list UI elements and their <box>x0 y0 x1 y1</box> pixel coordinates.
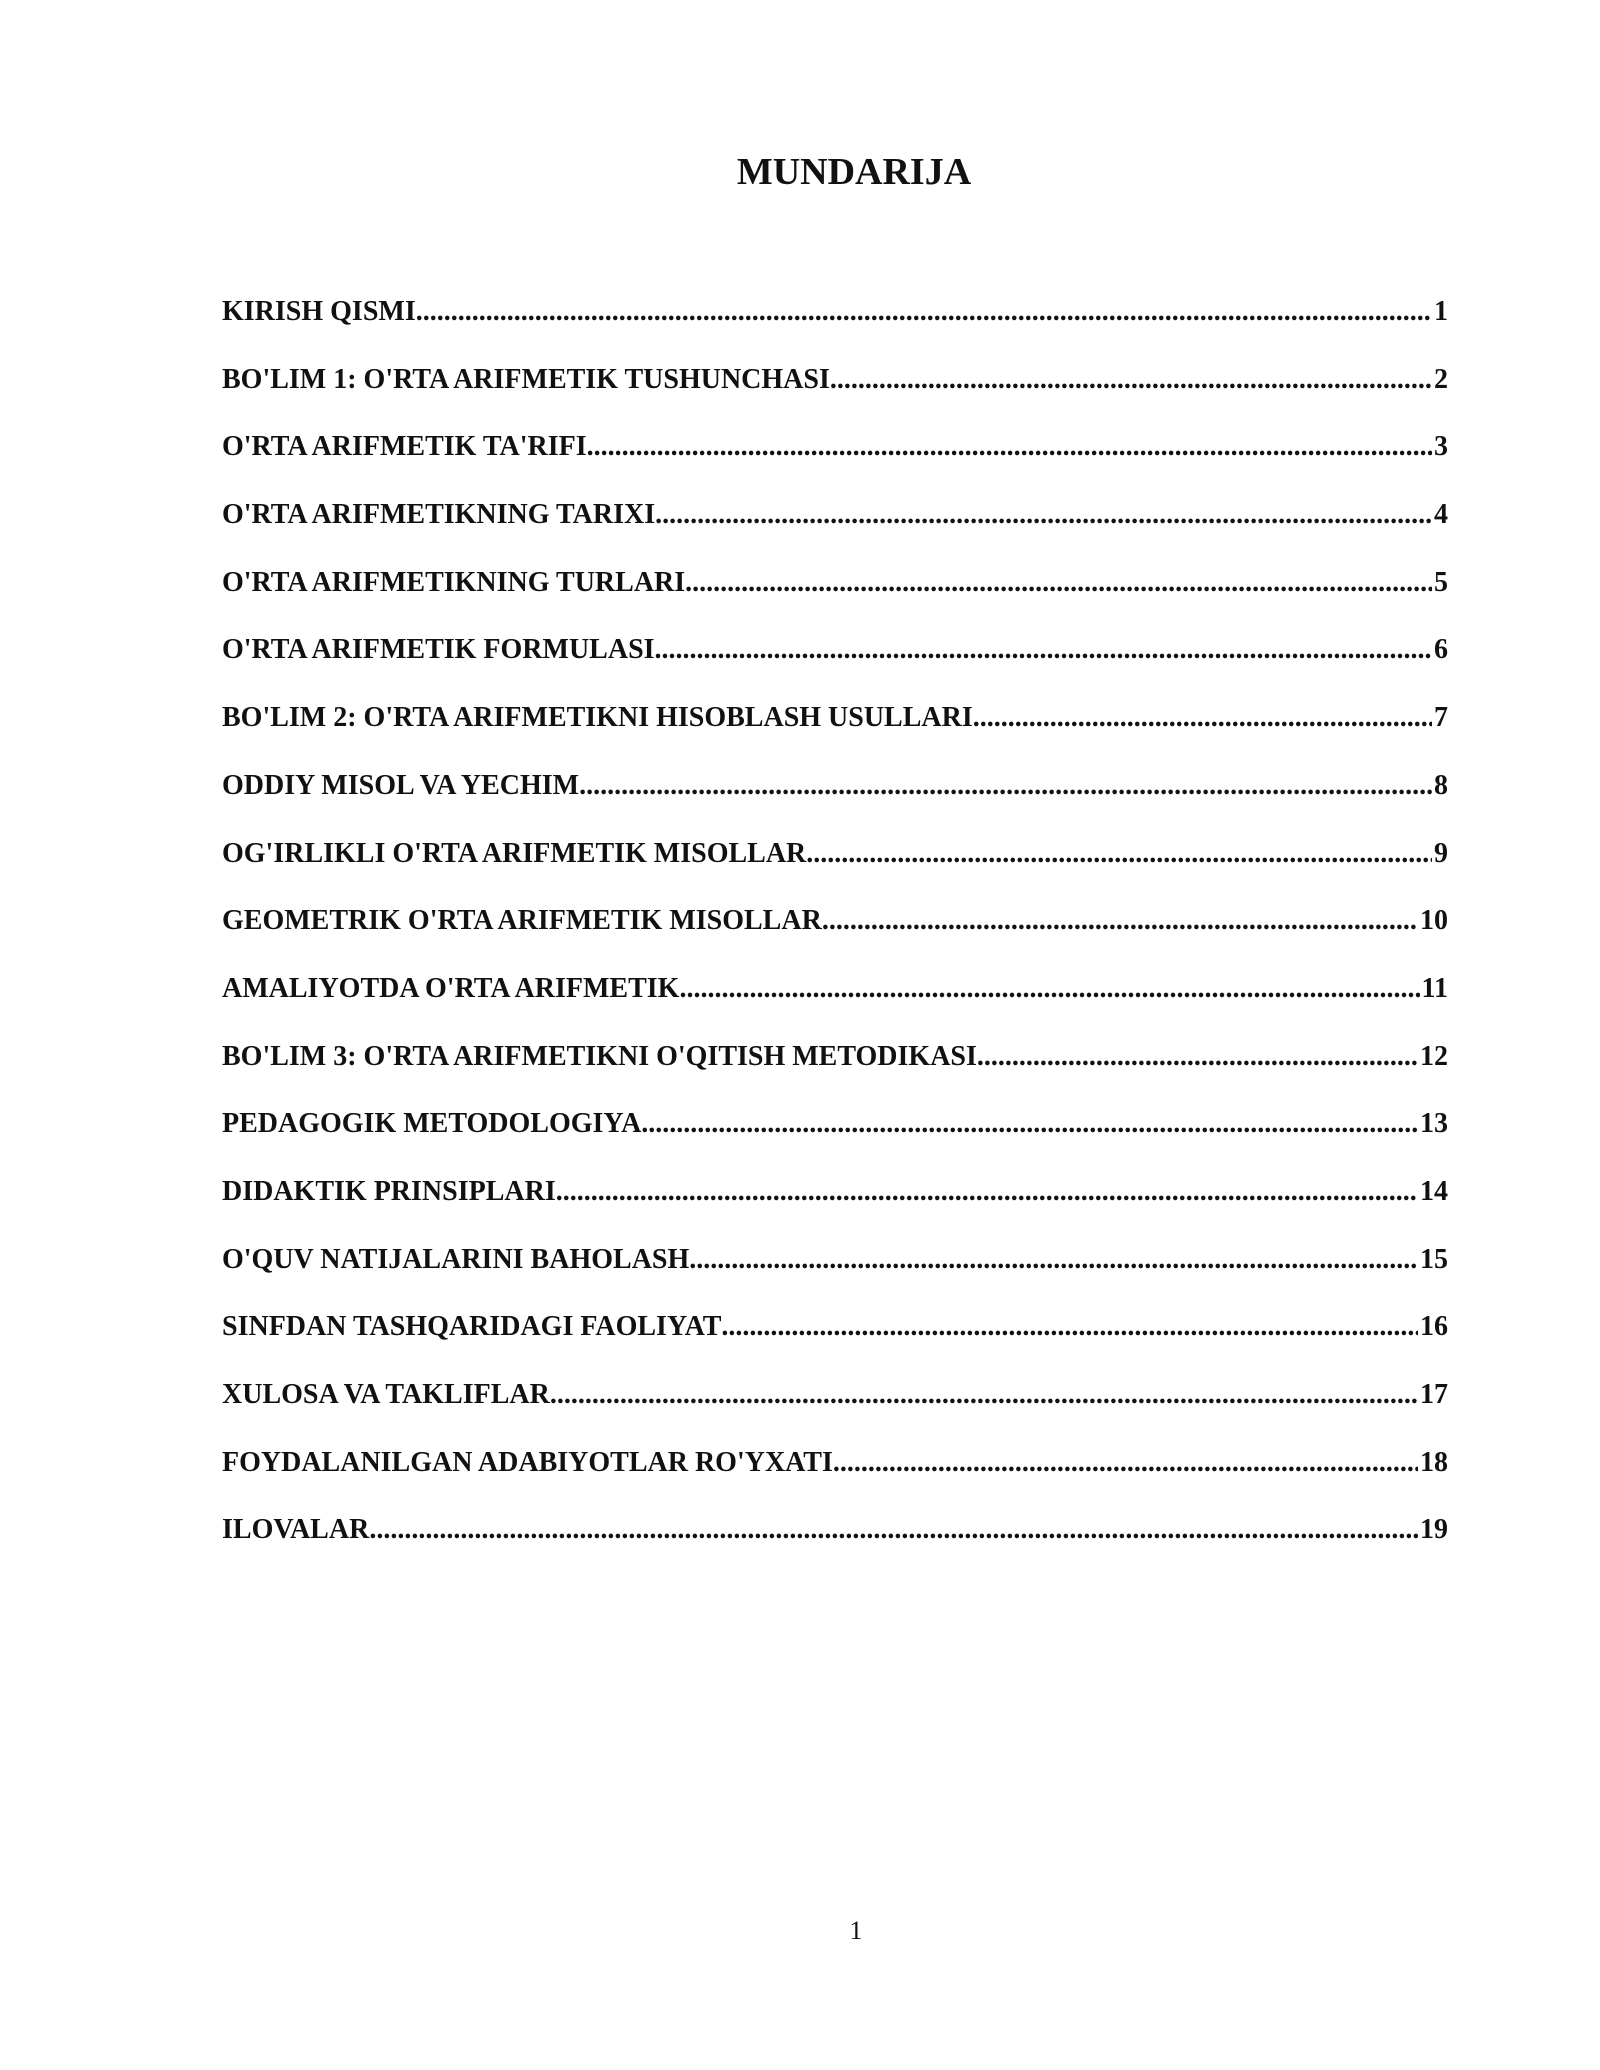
toc-entry-label: PEDAGOGIK METODOLOGIYA <box>222 1108 642 1140</box>
toc-entry-page: 9 <box>1434 837 1448 869</box>
toc-dot-leader <box>679 967 1419 1011</box>
toc-entry-label: O'QUV NATIJALARINI BAHOLASH <box>222 1243 690 1275</box>
toc-entry-page: 4 <box>1434 499 1448 531</box>
toc-entry-label: OG'IRLIKLI O'RTA ARIFMETIK MISOLLAR <box>222 837 807 869</box>
toc-entry-label: O'RTA ARIFMETIKNING TURLARI <box>222 566 686 598</box>
toc-entry-page: 14 <box>1420 1175 1448 1207</box>
toc-dot-leader <box>655 493 1432 537</box>
toc-entry-label: XULOSA VA TAKLIFLAR <box>222 1379 550 1410</box>
toc-entry <box>222 1102 1448 1170</box>
toc-dot-leader <box>369 1508 1418 1552</box>
toc-entry-page: 17 <box>1420 1379 1448 1410</box>
page-title: MUNDARIJA <box>736 151 972 193</box>
toc-entry <box>222 967 1448 1035</box>
toc-entry <box>222 290 1448 358</box>
toc-entry-label: O'RTA ARIFMETIK TA'RIFI <box>222 431 587 463</box>
toc-entry <box>222 1238 1448 1306</box>
toc-dot-leader <box>550 1373 1418 1417</box>
toc-entry <box>222 1035 1448 1103</box>
toc-entry <box>222 1373 1448 1441</box>
toc-entry <box>222 1170 1448 1238</box>
toc-dot-leader <box>721 1305 1418 1349</box>
toc-entry-label: FOYDALANILGAN ADABIYOTLAR RO'YXATI <box>222 1446 833 1478</box>
toc-entry <box>222 628 1448 696</box>
toc-dot-leader <box>689 1238 1418 1282</box>
toc-entry-page: 8 <box>1434 769 1448 801</box>
toc-dot-leader <box>806 832 1432 876</box>
toc-entry-label: O'RTA ARIFMETIK FORMULASI <box>222 634 655 666</box>
toc-entry-label: BO'LIM 3: O'RTA ARIFMETIKNI O'QITISH METODIKASI <box>222 1040 977 1072</box>
toc-entry <box>222 1441 1448 1509</box>
toc-entry-page: 5 <box>1434 566 1448 598</box>
toc-dot-leader <box>685 561 1432 605</box>
toc-entry-label: DIDAKTIK PRINSIPLARI <box>222 1175 556 1207</box>
toc-entry-page: 6 <box>1434 634 1448 666</box>
toc-entry-page: 16 <box>1420 1311 1448 1343</box>
toc-entry-label: ILOVALAR <box>222 1514 370 1546</box>
page-number: 1 <box>849 1916 863 1945</box>
toc-dot-leader <box>833 1441 1418 1485</box>
toc-entry <box>222 561 1448 629</box>
toc-dot-leader <box>416 290 1432 334</box>
toc-dot-leader <box>587 425 1432 469</box>
toc-entry <box>222 358 1448 426</box>
toc-entry-label: AMALIYOTDA O'RTA ARIFMETIK <box>222 972 680 1004</box>
toc-entry-page: 2 <box>1434 363 1448 395</box>
toc-dot-leader <box>977 1035 1418 1079</box>
toc-entry-page: 15 <box>1420 1243 1448 1275</box>
toc-entry-label: BO'LIM 2: O'RTA ARIFMETIKNI HISOBLASH USULLARI <box>222 702 973 734</box>
toc-entry-label: O'RTA ARIFMETIKNING TARIXI <box>222 499 656 531</box>
toc-entry-page: 19 <box>1420 1514 1448 1546</box>
toc-dot-leader <box>556 1170 1418 1214</box>
toc-entry <box>222 1508 1448 1576</box>
toc-entry <box>222 764 1448 832</box>
toc-entry-page: 11 <box>1421 972 1448 1004</box>
toc-dot-leader <box>641 1102 1418 1146</box>
toc-dot-leader <box>655 628 1432 672</box>
toc-dot-leader <box>822 899 1418 943</box>
toc-entry-page: 1 <box>1434 296 1448 327</box>
toc-entry-label: KIRISH QISMI <box>222 296 416 327</box>
toc-entry-page: 7 <box>1434 702 1448 734</box>
toc-entry-page: 13 <box>1420 1108 1448 1140</box>
toc-entry-label: BO'LIM 1: O'RTA ARIFMETIK TUSHUNCHASI <box>222 363 830 395</box>
toc-entry <box>222 1305 1448 1373</box>
table-of-contents <box>222 290 1448 1576</box>
toc-entry-page: 18 <box>1420 1446 1448 1478</box>
toc-entry-page: 3 <box>1434 431 1448 463</box>
toc-entry-label: SINFDAN TASHQARIDAGI FAOLIYAT <box>222 1311 722 1343</box>
toc-entry-page: 10 <box>1420 905 1448 937</box>
toc-entry-page: 12 <box>1420 1040 1448 1072</box>
toc-entry <box>222 493 1448 561</box>
toc-dot-leader <box>579 764 1432 808</box>
toc-dot-leader <box>830 358 1432 402</box>
toc-entry <box>222 899 1448 967</box>
toc-entry-label: GEOMETRIK O'RTA ARIFMETIK MISOLLAR <box>222 905 822 937</box>
toc-entry <box>222 425 1448 493</box>
toc-entry <box>222 696 1448 764</box>
toc-entry <box>222 832 1448 900</box>
toc-dot-leader <box>973 696 1432 740</box>
toc-entry-label: ODDIY MISOL VA YECHIM <box>222 769 580 801</box>
